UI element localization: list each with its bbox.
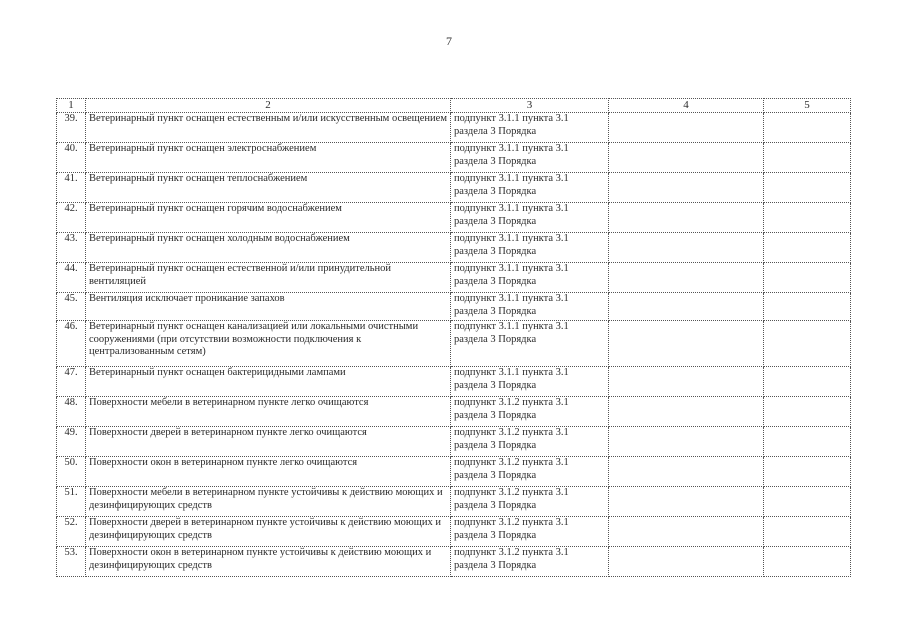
requirement-cell: Ветеринарный пункт оснащен естественной и/или принудительной вентиляцией xyxy=(86,263,451,293)
requirement-cell: Ветеринарный пункт оснащен бактерицидными лампами xyxy=(86,367,451,397)
column-5-cell xyxy=(764,547,851,577)
column-4-cell xyxy=(609,321,764,367)
reference-cell: подпункт 3.1.1 пункта 3.1 раздела 3 Порядка xyxy=(451,233,609,263)
reference-cell: подпункт 3.1.2 пункта 3.1 раздела 3 Порядка xyxy=(451,547,609,577)
column-4-cell xyxy=(609,427,764,457)
column-4-cell xyxy=(609,203,764,233)
requirement-cell: Ветеринарный пункт оснащен канализацией или локальными очистными сооружениями (при отсутствии возможности подключения к централизованным сетям) xyxy=(86,321,451,367)
column-4-cell xyxy=(609,547,764,577)
row-number: 52. xyxy=(57,517,86,547)
requirement-cell: Поверхности мебели в ветеринарном пункте легко очищаются xyxy=(86,397,451,427)
reference-cell: подпункт 3.1.1 пункта 3.1 раздела 3 Порядка xyxy=(451,143,609,173)
table-row xyxy=(57,427,851,457)
row-number: 49. xyxy=(57,427,86,457)
table-row xyxy=(57,293,851,321)
reference-cell: подпункт 3.1.1 пункта 3.1 раздела 3 Порядка xyxy=(451,293,609,321)
column-5-cell xyxy=(764,203,851,233)
requirement-cell: Ветеринарный пункт оснащен горячим водоснабжением xyxy=(86,203,451,233)
reference-cell: подпункт 3.1.1 пункта 3.1 раздела 3 Порядка xyxy=(451,173,609,203)
column-5-cell xyxy=(764,143,851,173)
reference-cell: подпункт 3.1.1 пункта 3.1 раздела 3 Порядка xyxy=(451,321,609,367)
row-number: 47. xyxy=(57,367,86,397)
column-5-cell xyxy=(764,293,851,321)
column-4-cell xyxy=(609,397,764,427)
column-4-cell xyxy=(609,367,764,397)
table-row xyxy=(57,233,851,263)
checklist-table xyxy=(56,98,851,577)
column-5-cell xyxy=(764,457,851,487)
column-header-2: 2 xyxy=(86,99,451,113)
page-number: 7 xyxy=(446,34,452,48)
row-number: 50. xyxy=(57,457,86,487)
requirement-cell: Ветеринарный пункт оснащен холодным водоснабжением xyxy=(86,233,451,263)
row-number: 46. xyxy=(57,321,86,367)
column-header-4: 4 xyxy=(609,99,764,113)
column-header-3: 3 xyxy=(451,99,609,113)
requirement-cell: Поверхности окон в ветеринарном пункте легко очищаются xyxy=(86,457,451,487)
row-number: 41. xyxy=(57,173,86,203)
column-4-cell xyxy=(609,263,764,293)
column-4-cell xyxy=(609,517,764,547)
requirement-cell: Ветеринарный пункт оснащен естественным и/или искусственным освещением xyxy=(86,113,451,143)
column-5-cell xyxy=(764,233,851,263)
reference-cell: подпункт 3.1.2 пункта 3.1 раздела 3 Порядка xyxy=(451,427,609,457)
column-5-cell xyxy=(764,487,851,517)
row-number: 42. xyxy=(57,203,86,233)
row-number: 40. xyxy=(57,143,86,173)
column-4-cell xyxy=(609,457,764,487)
row-number: 51. xyxy=(57,487,86,517)
table-row xyxy=(57,457,851,487)
reference-cell: подпункт 3.1.2 пункта 3.1 раздела 3 Порядка xyxy=(451,397,609,427)
column-4-cell xyxy=(609,173,764,203)
table-row xyxy=(57,321,851,367)
column-5-cell xyxy=(764,113,851,143)
table-row xyxy=(57,173,851,203)
column-5-cell xyxy=(764,367,851,397)
requirement-cell: Поверхности окон в ветеринарном пункте устойчивы к действию моющих и дезинфицирующих средств xyxy=(86,547,451,577)
column-4-cell xyxy=(609,233,764,263)
reference-cell: подпункт 3.1.1 пункта 3.1 раздела 3 Порядка xyxy=(451,367,609,397)
reference-cell: подпункт 3.1.1 пункта 3.1 раздела 3 Порядка xyxy=(451,203,609,233)
table-row xyxy=(57,367,851,397)
column-5-cell xyxy=(764,517,851,547)
row-number: 45. xyxy=(57,293,86,321)
requirement-cell: Поверхности мебели в ветеринарном пункте устойчивы к действию моющих и дезинфицирующих средств xyxy=(86,487,451,517)
row-number: 48. xyxy=(57,397,86,427)
row-number: 53. xyxy=(57,547,86,577)
column-5-cell xyxy=(764,321,851,367)
table-row xyxy=(57,113,851,143)
column-5-cell xyxy=(764,427,851,457)
column-4-cell xyxy=(609,293,764,321)
table-row xyxy=(57,203,851,233)
requirement-cell: Вентиляция исключает проникание запахов xyxy=(86,293,451,321)
requirement-cell: Поверхности дверей в ветеринарном пункте устойчивы к действию моющих и дезинфицирующих средств xyxy=(86,517,451,547)
row-number: 39. xyxy=(57,113,86,143)
column-4-cell xyxy=(609,113,764,143)
reference-cell: подпункт 3.1.2 пункта 3.1 раздела 3 Порядка xyxy=(451,487,609,517)
column-5-cell xyxy=(764,173,851,203)
requirement-cell: Ветеринарный пункт оснащен теплоснабжением xyxy=(86,173,451,203)
row-number: 43. xyxy=(57,233,86,263)
table-row xyxy=(57,487,851,517)
table-row xyxy=(57,547,851,577)
table-row xyxy=(57,263,851,293)
column-4-cell xyxy=(609,143,764,173)
column-header-1: 1 xyxy=(57,99,86,113)
requirement-cell: Ветеринарный пункт оснащен электроснабжением xyxy=(86,143,451,173)
reference-cell: подпункт 3.1.1 пункта 3.1 раздела 3 Порядка xyxy=(451,263,609,293)
table-row xyxy=(57,143,851,173)
row-number: 44. xyxy=(57,263,86,293)
table-row xyxy=(57,397,851,427)
requirement-cell: Поверхности дверей в ветеринарном пункте легко очищаются xyxy=(86,427,451,457)
table-row xyxy=(57,517,851,547)
column-4-cell xyxy=(609,487,764,517)
column-header-5: 5 xyxy=(764,99,851,113)
reference-cell: подпункт 3.1.2 пункта 3.1 раздела 3 Порядка xyxy=(451,517,609,547)
reference-cell: подпункт 3.1.1 пункта 3.1 раздела 3 Порядка xyxy=(451,113,609,143)
column-5-cell xyxy=(764,263,851,293)
reference-cell: подпункт 3.1.2 пункта 3.1 раздела 3 Порядка xyxy=(451,457,609,487)
table-header-row xyxy=(57,99,851,113)
column-5-cell xyxy=(764,397,851,427)
